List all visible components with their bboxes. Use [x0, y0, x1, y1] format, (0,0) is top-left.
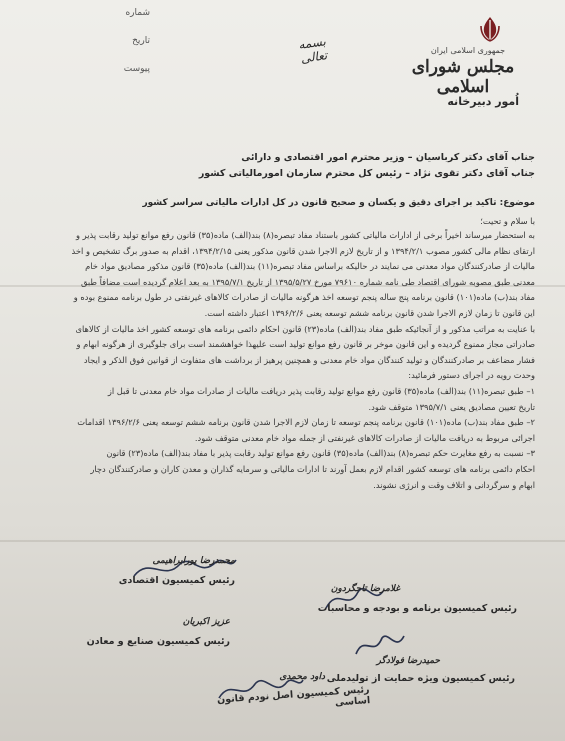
signature-name: محمدرضا پورابراهیمی	[152, 556, 235, 566]
body-line: اجرائی مربوط به دریافت مالیات از صادرات کالاهای غیرنفتی از جمله مواد خام معدنی متوقف شود.	[194, 432, 535, 443]
body-line: این قانون تا زمان لازم الاجرا شدن قانون برنامه ششم توسعه یعنی ۱۳۹۶/۲/۶ اعتبار داشته است.	[204, 307, 535, 318]
body-line: صادراتی مجاز ممنوع گردیده و این قانون موخر بر قانون رفع موانع تولید است علیهذا خواهشمند است برای جلوگیری از هرگونه ابهام و	[76, 339, 535, 350]
signature-role: رئیس کمیسیون اصل نودم قانون اساسی	[216, 684, 371, 709]
recipient-line: جناب آقای دکتر کرباسیان – وزیر محترم امور اقتصادی و دارائی	[241, 152, 535, 163]
subject-line: موضوع: تاکید بر اجرای دقیق و یکسان و صحیح قانون در کل ادارات مالیاتی سراسر کشور	[142, 198, 535, 208]
meta-attachment-label: پیوست	[123, 64, 150, 74]
body-line: ۲– طبق مفاد بند(ب) ماده(۱۰۱) قانون برنامه پنجم توسعه تا زمان لازم الاجرا شدن قانون برنامه ششم توسعه یعنی ۱۳۹۶/۲/۶ اقدامات	[77, 417, 535, 428]
body-line: فشار مضاعف بر صادرکنندگان و تولید کنندگان مواد خام معدنی و همچنین پرهیز از برداشت های متفاوت از قوانین فوق الذکر و ایجاد	[83, 354, 535, 365]
body-line: تاریخ تعیین مصادیق یعنی ۱۳۹۵/۷/۱ متوقف شود.	[368, 401, 535, 412]
body-line: معدنی طبق مصوبه شورای اقتصاد طی نامه شماره ۷۹۶۱۰ مورخ ۱۳۹۵/۵/۲۷ از تاریخ ۱۳۹۵/۷/۱ به بعد اعلام گردیده است مضافاً طبق	[80, 276, 535, 287]
body-line: مفاد بند(ب) ماده(۱۰۱) قانون برنامه پنج ساله پنجم توسعه اخذ هرگونه مالیات از صادرات کالاهای غیرنفتی در طول برنامه ممنوع بوده و	[73, 292, 535, 303]
signature-role: رئیس کمیسیون صنایع و معادن	[86, 636, 230, 647]
recipient-line: جناب آقای دکتر تقوی نژاد – رئیس کل محترم سازمان امورمالیاتی کشور	[198, 168, 535, 179]
signature-name: غلامرضا تاجگردون	[330, 584, 400, 594]
body-paragraph	[5, 228, 535, 493]
signature-name: حمیدرضا فولادگر	[376, 656, 440, 666]
crest-emblem-icon	[475, 14, 505, 44]
paper-fold	[0, 540, 565, 542]
body-line: احکام دائمی برنامه های توسعه کشور اقدام لازم بعمل آورند تا ادارات مالیاتی و سرمایه گذاران و معدن کاران و صادرکنندگان دچار	[90, 463, 535, 474]
bismillah: بسمه تعالی	[297, 34, 329, 66]
signature-name: عزیز اکبریان	[182, 617, 230, 627]
signature-role: رئیس کمیسیون اقتصادی	[118, 575, 235, 586]
body-line: ۳– نسبت به رفع مغایرت حکم تبصره(۸) بند(الف) ماده(۳۵) قانون رفع موانع تولید رقابت پذیر با مفاد بند(الف) ماده(۲۳) قانون	[106, 448, 535, 459]
body-line: ۱– طبق تبصره(۱۱) بند(الف) ماده(۳۵) قانون رفع موانع تولید رقابت پذیر دریافت مالیات از صادرات مواد خام معدنی تا قبل از	[107, 385, 535, 396]
greeting: با سلام و تحیت؛	[480, 216, 535, 226]
signature-role: رئیس کمیسیون برنامه و بودجه و محاسبات	[317, 603, 517, 614]
body-line: وحدت رویه در اجرای دستور فرمائید:	[408, 370, 535, 381]
meta-number-label: شماره	[125, 8, 150, 18]
signature-role: رئیس کمیسیون ویژه حمایت از تولیدملی	[326, 673, 515, 684]
body-line: به استحضار میرساند اخیراً برخی از ادارات مالیاتی کشور باستناد مفاد تبصره(۸) بند(الف) ماده(۳۵) قانون رفع موانع تولید رقابت پذیر و	[76, 230, 535, 240]
body-line: ابهام و سرگردانی و اتلاف وقت و انرژی نشوند.	[373, 479, 535, 490]
letterhead-department: اُمور دبیرخانه	[447, 95, 519, 108]
letterhead-republic: جمهوری اسلامی ایران	[430, 46, 506, 55]
meta-date-label: تاریخ	[132, 36, 150, 46]
letterhead-title: مجلس شورای اسلامی	[411, 57, 515, 97]
body-line: ارتقای نظام مالی کشور مصوب ۱۳۹۴/۲/۱ و از تاریخ لازم الاجرا شدن قانون مذکور یعنی ۱۳۹۴/۲/۱۵، اقدام به صدور برگ تشخیص و اخذ	[71, 245, 535, 256]
signature-name: داود محمدی	[279, 672, 325, 682]
body-line: مالیات از صادرکنندگان مواد معدنی می نمایند در حالیکه براساس مفاد تبصره(۱۱) بند(الف) ماده(۳۵) قانون مذکور مصادیق مواد خام	[85, 261, 535, 272]
body-line: با عنایت به مراتب مذکور و از آنجائیکه طبق مفاد بند(الف) ماده(۲۳) قانون احکام دائمی برنامه های توسعه کشور اخذ مالیات از کالاهای	[75, 323, 535, 334]
